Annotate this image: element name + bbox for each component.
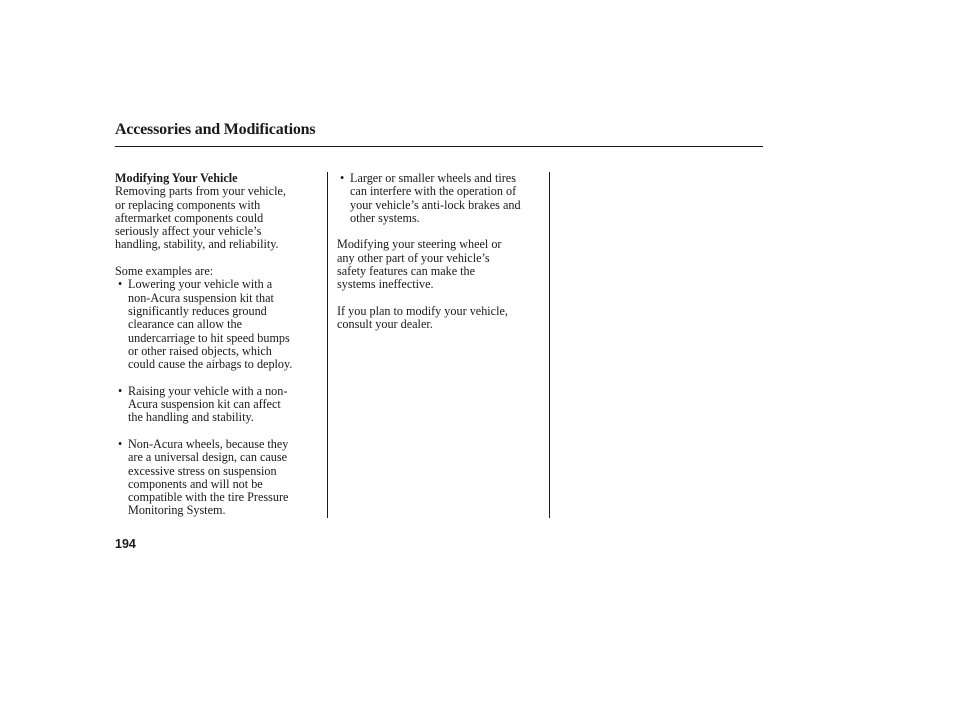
text-line: aftermarket components could <box>115 210 264 225</box>
text-line: or replacing components with <box>115 197 261 212</box>
text-line: Larger or smaller wheels and tires <box>350 171 516 185</box>
text-line: other systems. <box>350 210 420 225</box>
text-line: components and will not be <box>128 476 263 491</box>
bullet-item-lowering <box>115 278 320 371</box>
page-title: Accessories and Modifications <box>115 121 316 138</box>
bullet-item-wheel-size <box>337 172 544 225</box>
text-line: clearance can allow the <box>128 317 243 332</box>
text-line: Lowering your vehicle with a <box>128 277 273 292</box>
bullet-glyph: • <box>118 383 123 398</box>
title-rule <box>115 146 763 147</box>
text-line: compatible with the tire Pressure <box>128 490 289 505</box>
intro-paragraph <box>115 185 320 251</box>
text-line: Removing parts from your vehicle, <box>115 184 286 199</box>
bullet-glyph: • <box>118 277 123 292</box>
dealer-paragraph <box>337 305 544 332</box>
text-line: undercarriage to hit speed bumps <box>128 330 290 345</box>
bullet-glyph: • <box>340 171 345 185</box>
text-line: If you plan to modify your vehicle, <box>337 303 508 318</box>
text-line: Acura suspension kit can affect <box>128 397 281 412</box>
text-line: the handling and stability. <box>128 410 254 425</box>
bullet-glyph: • <box>118 436 123 451</box>
text-line: are a universal design, can cause <box>128 450 288 465</box>
text-line: any other part of your vehicle’s <box>337 250 490 265</box>
steering-paragraph <box>337 238 544 291</box>
text-line: Monitoring System. <box>128 503 226 518</box>
text-line: non-Acura suspension kit that <box>128 290 274 305</box>
bullet-item-raising <box>115 385 320 425</box>
column-divider-right <box>549 172 550 518</box>
bullet-item-wheels <box>115 438 320 518</box>
text-line: Non-Acura wheels, because they <box>128 436 289 451</box>
text-line: systems ineffective. <box>337 277 434 292</box>
section-heading: Modifying Your Vehicle <box>115 171 238 185</box>
text-line: consult your dealer. <box>337 317 433 332</box>
text-line: seriously affect your vehicle’s <box>115 224 262 239</box>
text-line: handling, stability, and reliability. <box>115 237 279 252</box>
text-line: significantly reduces ground <box>128 303 267 318</box>
text-line: or other raised objects, which <box>128 343 272 358</box>
text-line: can interfere with the operation of <box>350 184 517 199</box>
left-column <box>115 172 320 518</box>
text-line: safety features can make the <box>337 264 476 279</box>
page-number: 194 <box>115 537 136 551</box>
examples-label: Some examples are: <box>115 264 214 279</box>
text-line: your vehicle’s anti-lock brakes and <box>350 197 521 212</box>
text-line: excessive stress on suspension <box>128 463 277 478</box>
text-line: could cause the airbags to deploy. <box>128 357 293 372</box>
text-line: Raising your vehicle with a non- <box>128 383 288 398</box>
text-line: Modifying your steering wheel or <box>337 237 502 252</box>
right-column <box>337 172 544 332</box>
column-divider-left <box>327 172 328 518</box>
